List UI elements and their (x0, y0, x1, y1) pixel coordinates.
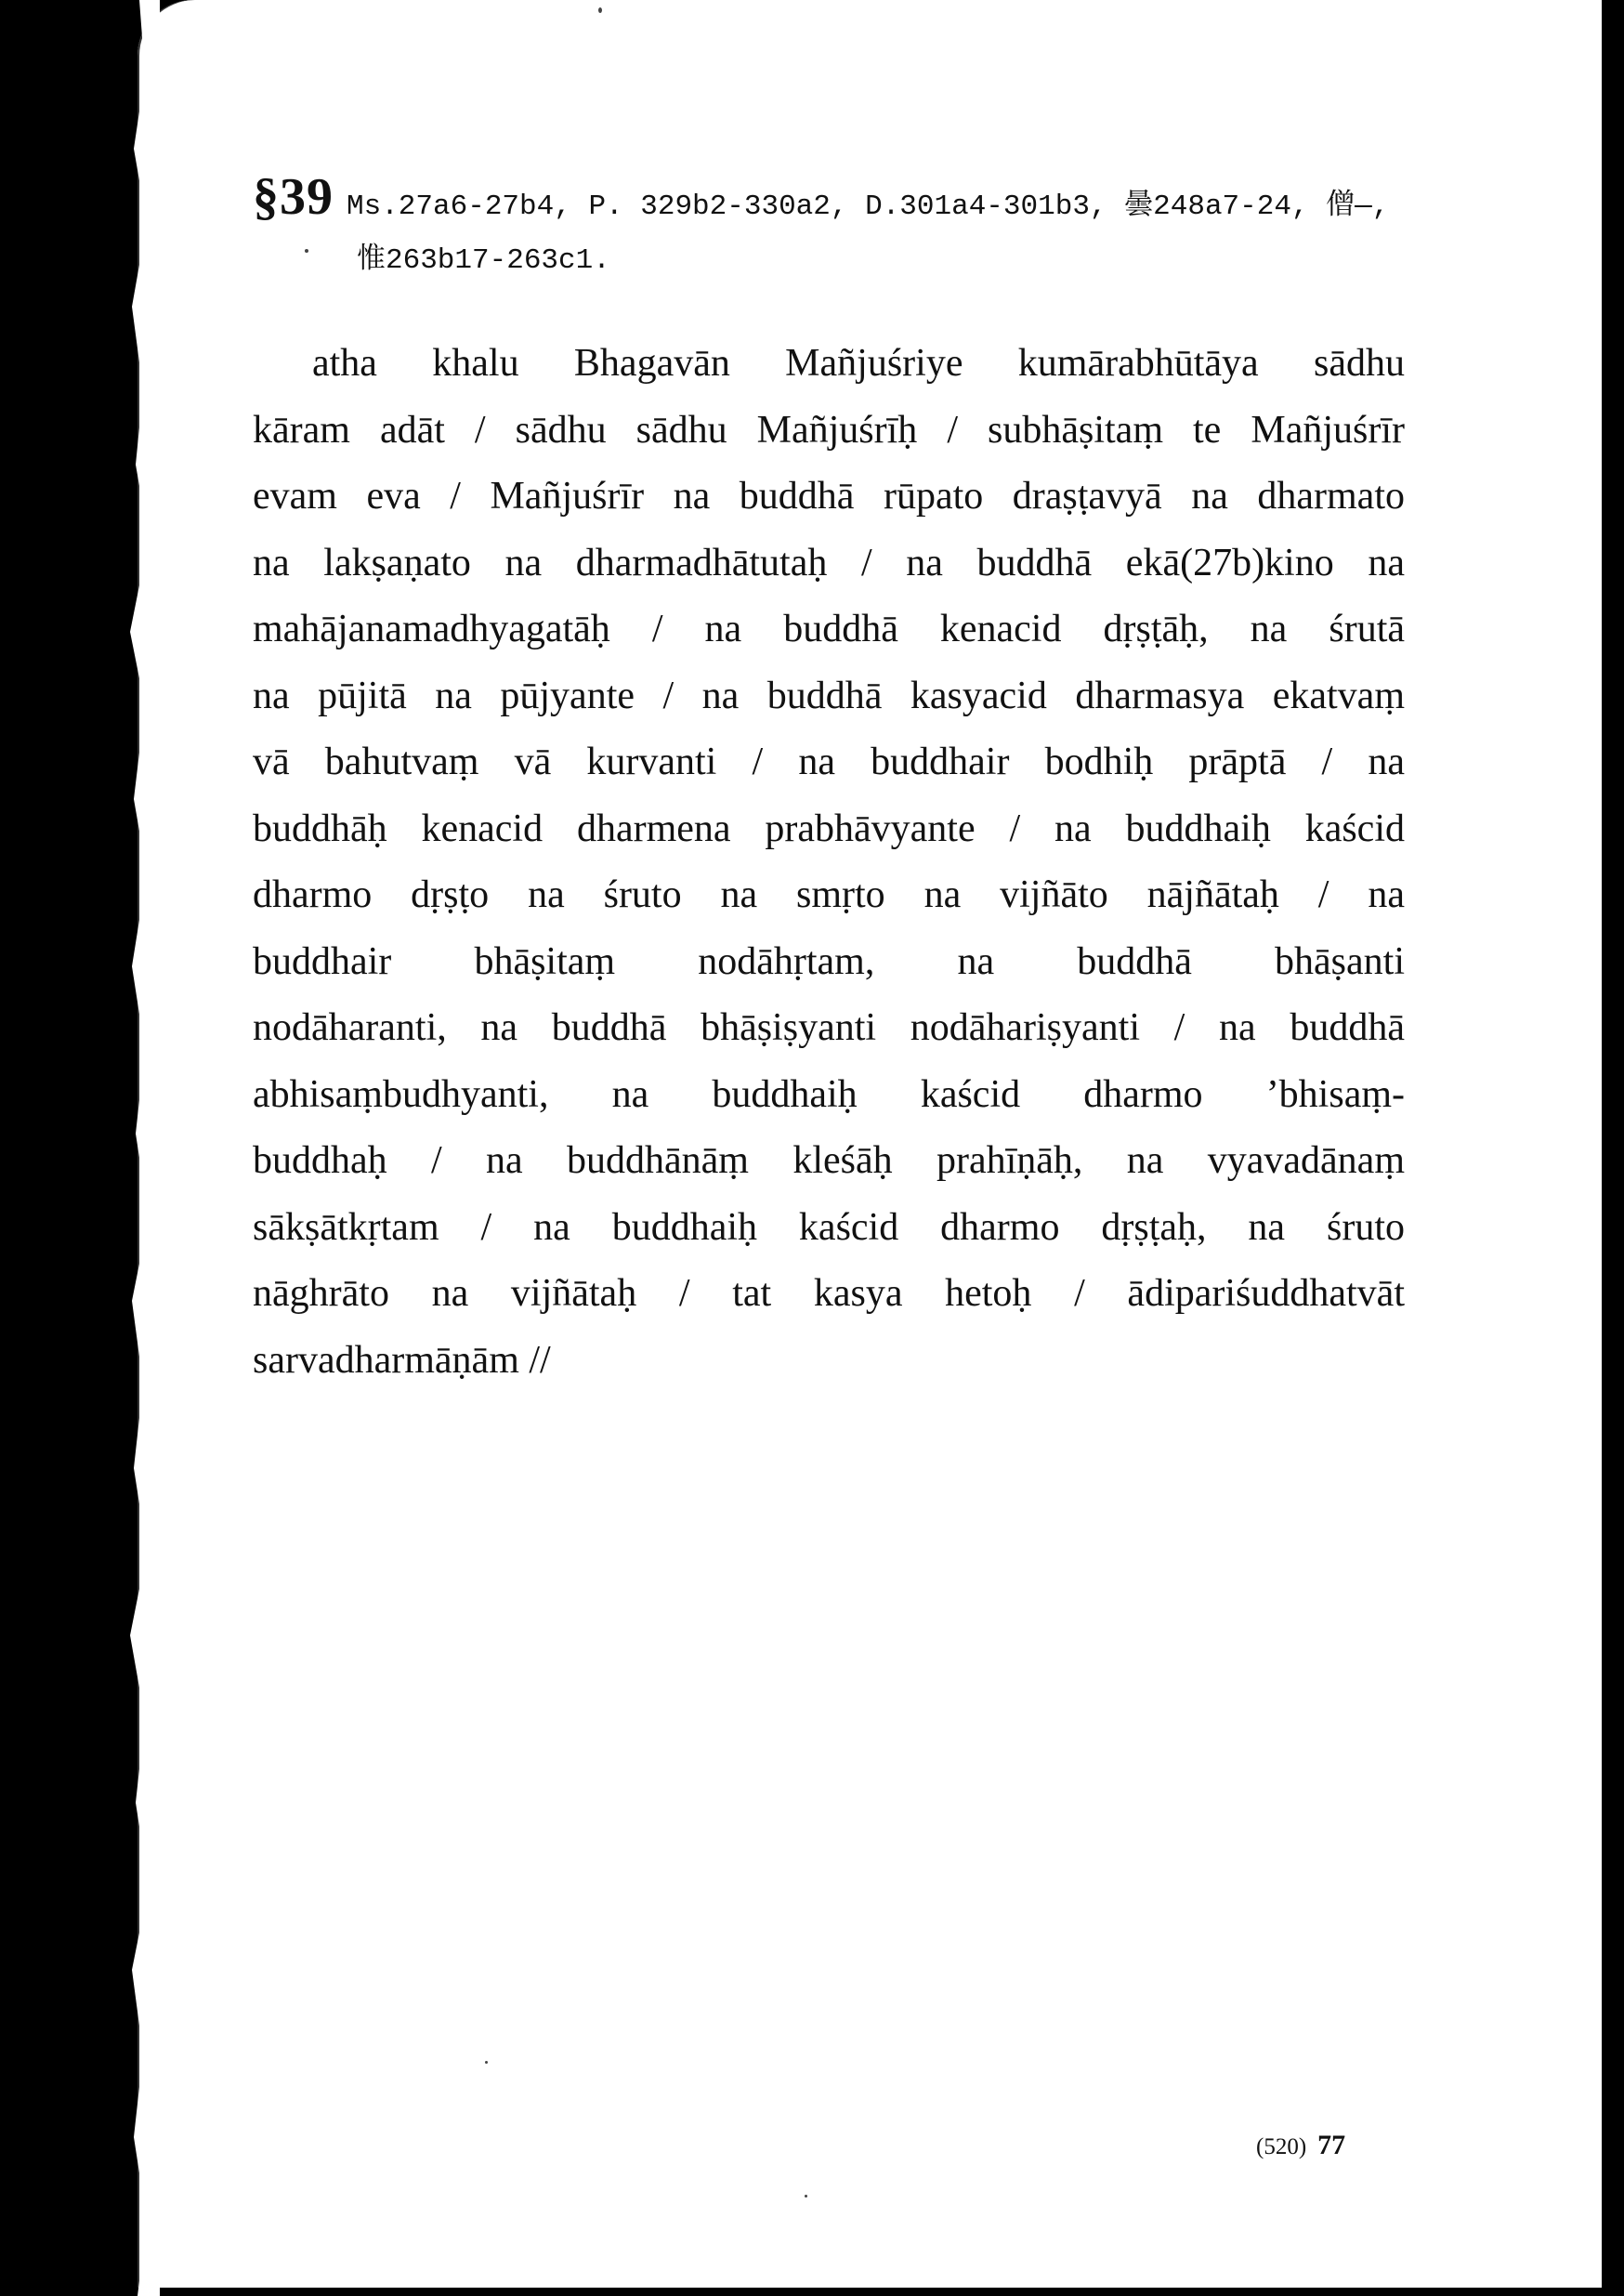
text-line: sarvadharmāṇām // (253, 1338, 551, 1382)
text-line: abhisaṃbudhyanti, na buddhaiḥ kaścid dharmo ’bhisaṃ- (253, 1072, 1405, 1116)
scan-speck (485, 2061, 488, 2064)
text-line: buddhaḥ / na buddhānāṃ kleśāḥ prahīṇāḥ, na vyavadānaṃ (253, 1139, 1405, 1182)
text-line: nāghrāto na vijñātaḥ / tat kasya hetoḥ / ādipariśuddhatvāt (253, 1272, 1405, 1315)
text-line: mahājanamadhyagatāḥ / na buddhā kenacid dṛṣṭāḥ, na śrutā (253, 608, 1405, 650)
text-line: evam eva / Mañjuśrīr na buddhā rūpato draṣṭavyā na dharmato (253, 475, 1405, 518)
text-line: atha khalu Bhagavān Mañjuśriye kumārabhūtāya sādhu (312, 342, 1405, 385)
text-line: vā bahutvaṃ vā kurvanti / na buddhair bodhiḥ prāptā / na (253, 741, 1405, 783)
text-line: na lakṣaṇato na dharmadhātutaḥ / na buddhā ekā(27b)kino na (253, 541, 1405, 584)
text-line: sākṣātkṛtam / na buddhaiḥ kaścid dharmo dṛṣṭaḥ, na śruto (253, 1205, 1405, 1249)
original-page-number: (520) (1256, 2134, 1307, 2159)
scan-speck (805, 2195, 807, 2198)
text-line: kāram adāt / sādhu sādhu Mañjuśrīḥ / subhāṣitaṃ te Mañjuśrīr (253, 408, 1405, 452)
sanskrit-text-block (253, 331, 1405, 1394)
text-line: nodāharanti, na buddhā bhāṣiṣyanti nodāhariṣyanti / na buddhā (253, 1006, 1405, 1049)
text-line: buddhair bhāṣitaṃ nodāhṛtam, na buddhā bhāṣanti (253, 939, 1405, 983)
folio (1256, 2130, 1345, 2161)
page-torn-edge (123, 0, 160, 2296)
text-line: na pūjitā na pūjyante / na buddhā kasyacid dharmasya ekatvaṃ (253, 674, 1405, 717)
scan-speck (305, 249, 308, 253)
text-line: dharmo dṛṣṭo na śruto na smṛto na vijñāto nājñātaḥ / na (253, 873, 1405, 916)
page-number: 77 (1317, 2130, 1346, 2160)
section-header (253, 167, 1498, 277)
manuscript-references-continued: 惟263b17-263c1. (357, 244, 610, 277)
scan-speck (598, 7, 602, 13)
manuscript-references: Ms.27a6-27b4, P. 329b2-330a2, D.301a4-301b3, 曇248a7-24, 僧—, (347, 190, 1390, 223)
text-line: buddhāḥ kenacid dharmena prabhāvyante / na buddhaiḥ kaścid (253, 807, 1405, 850)
section-number: §39 (253, 168, 334, 226)
